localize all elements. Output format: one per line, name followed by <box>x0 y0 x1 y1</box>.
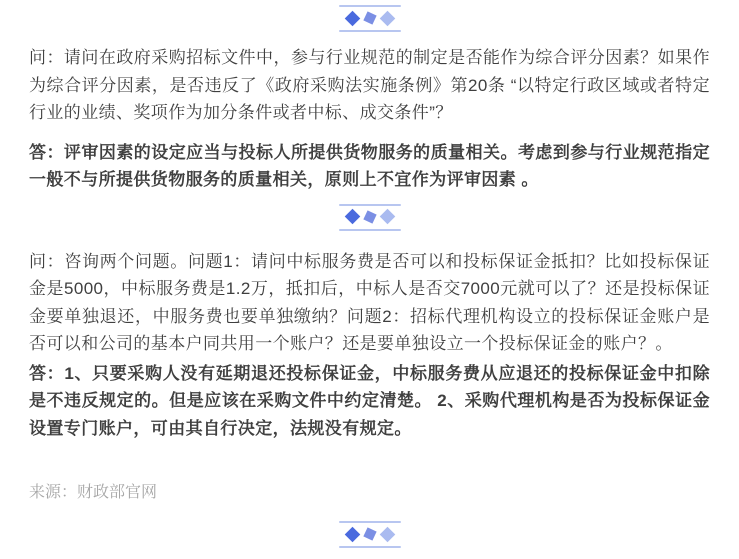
diamond-light-icon <box>379 209 395 225</box>
diamond-light-icon <box>379 10 395 26</box>
source-attribution: 来源：财政部官网 <box>29 484 158 501</box>
diamond-solid-icon <box>344 209 360 225</box>
divider-line <box>339 229 401 231</box>
divider-line <box>339 30 401 32</box>
diamond-mid-icon <box>363 210 376 223</box>
diamond-solid-icon <box>344 526 360 542</box>
diamond-light-icon <box>379 526 395 542</box>
diamond-mid-icon <box>363 527 376 540</box>
question-2: 问：咨询两个问题。问题1：请问中标服务费是否可以和投标保证金抵扣？比如投标保证金是5000，中标服务费是1.2万，抵扣后，中标人是否交7000元就可以了？还是投标保证金要单独退还，中服务费也要单独缴纳？问题2：招标代理机构设立的投标保证金账户是否可以和公司的基本户同共用一个账户？还是要单独设立一个投标保证金的账户？。 <box>29 251 710 353</box>
answer-2: 答：1、只要采购人没有延期退还投标保证金，中标服务费从应退还的投标保证金中扣除是不违反规定的。但是应该在采购文件中约定清楚。 2、采购代理机构是否为投标保证金设置专门账户，可由其自行决定，法规没有规定。 <box>29 363 710 438</box>
section-divider-top <box>339 0 401 32</box>
diamond-row <box>339 523 401 546</box>
diamond-solid-icon <box>344 10 360 26</box>
answer-1: 答：评审因素的设定应当与投标人所提供货物服务的质量相关。考虑到参与行业规范指定一般不与所提供货物服务的质量相关，原则上不宜作为评审因素 。 <box>29 142 710 189</box>
question-1: 问：请问在政府采购招标文件中，参与行业规范的制定是否能作为综合评分因素？如果作为综合评分因素，是否违反了《政府采购法实施条例》第20条 “以特定行政区域或者特定行业的业绩、奖项作为加分条件或者中标、成交条件”？ <box>29 48 710 122</box>
divider-line <box>339 546 401 548</box>
section-divider-middle <box>339 204 401 231</box>
diamond-row <box>339 206 401 229</box>
section-divider-bottom <box>339 521 401 548</box>
diamond-row <box>339 7 401 30</box>
diamond-mid-icon <box>363 11 376 24</box>
